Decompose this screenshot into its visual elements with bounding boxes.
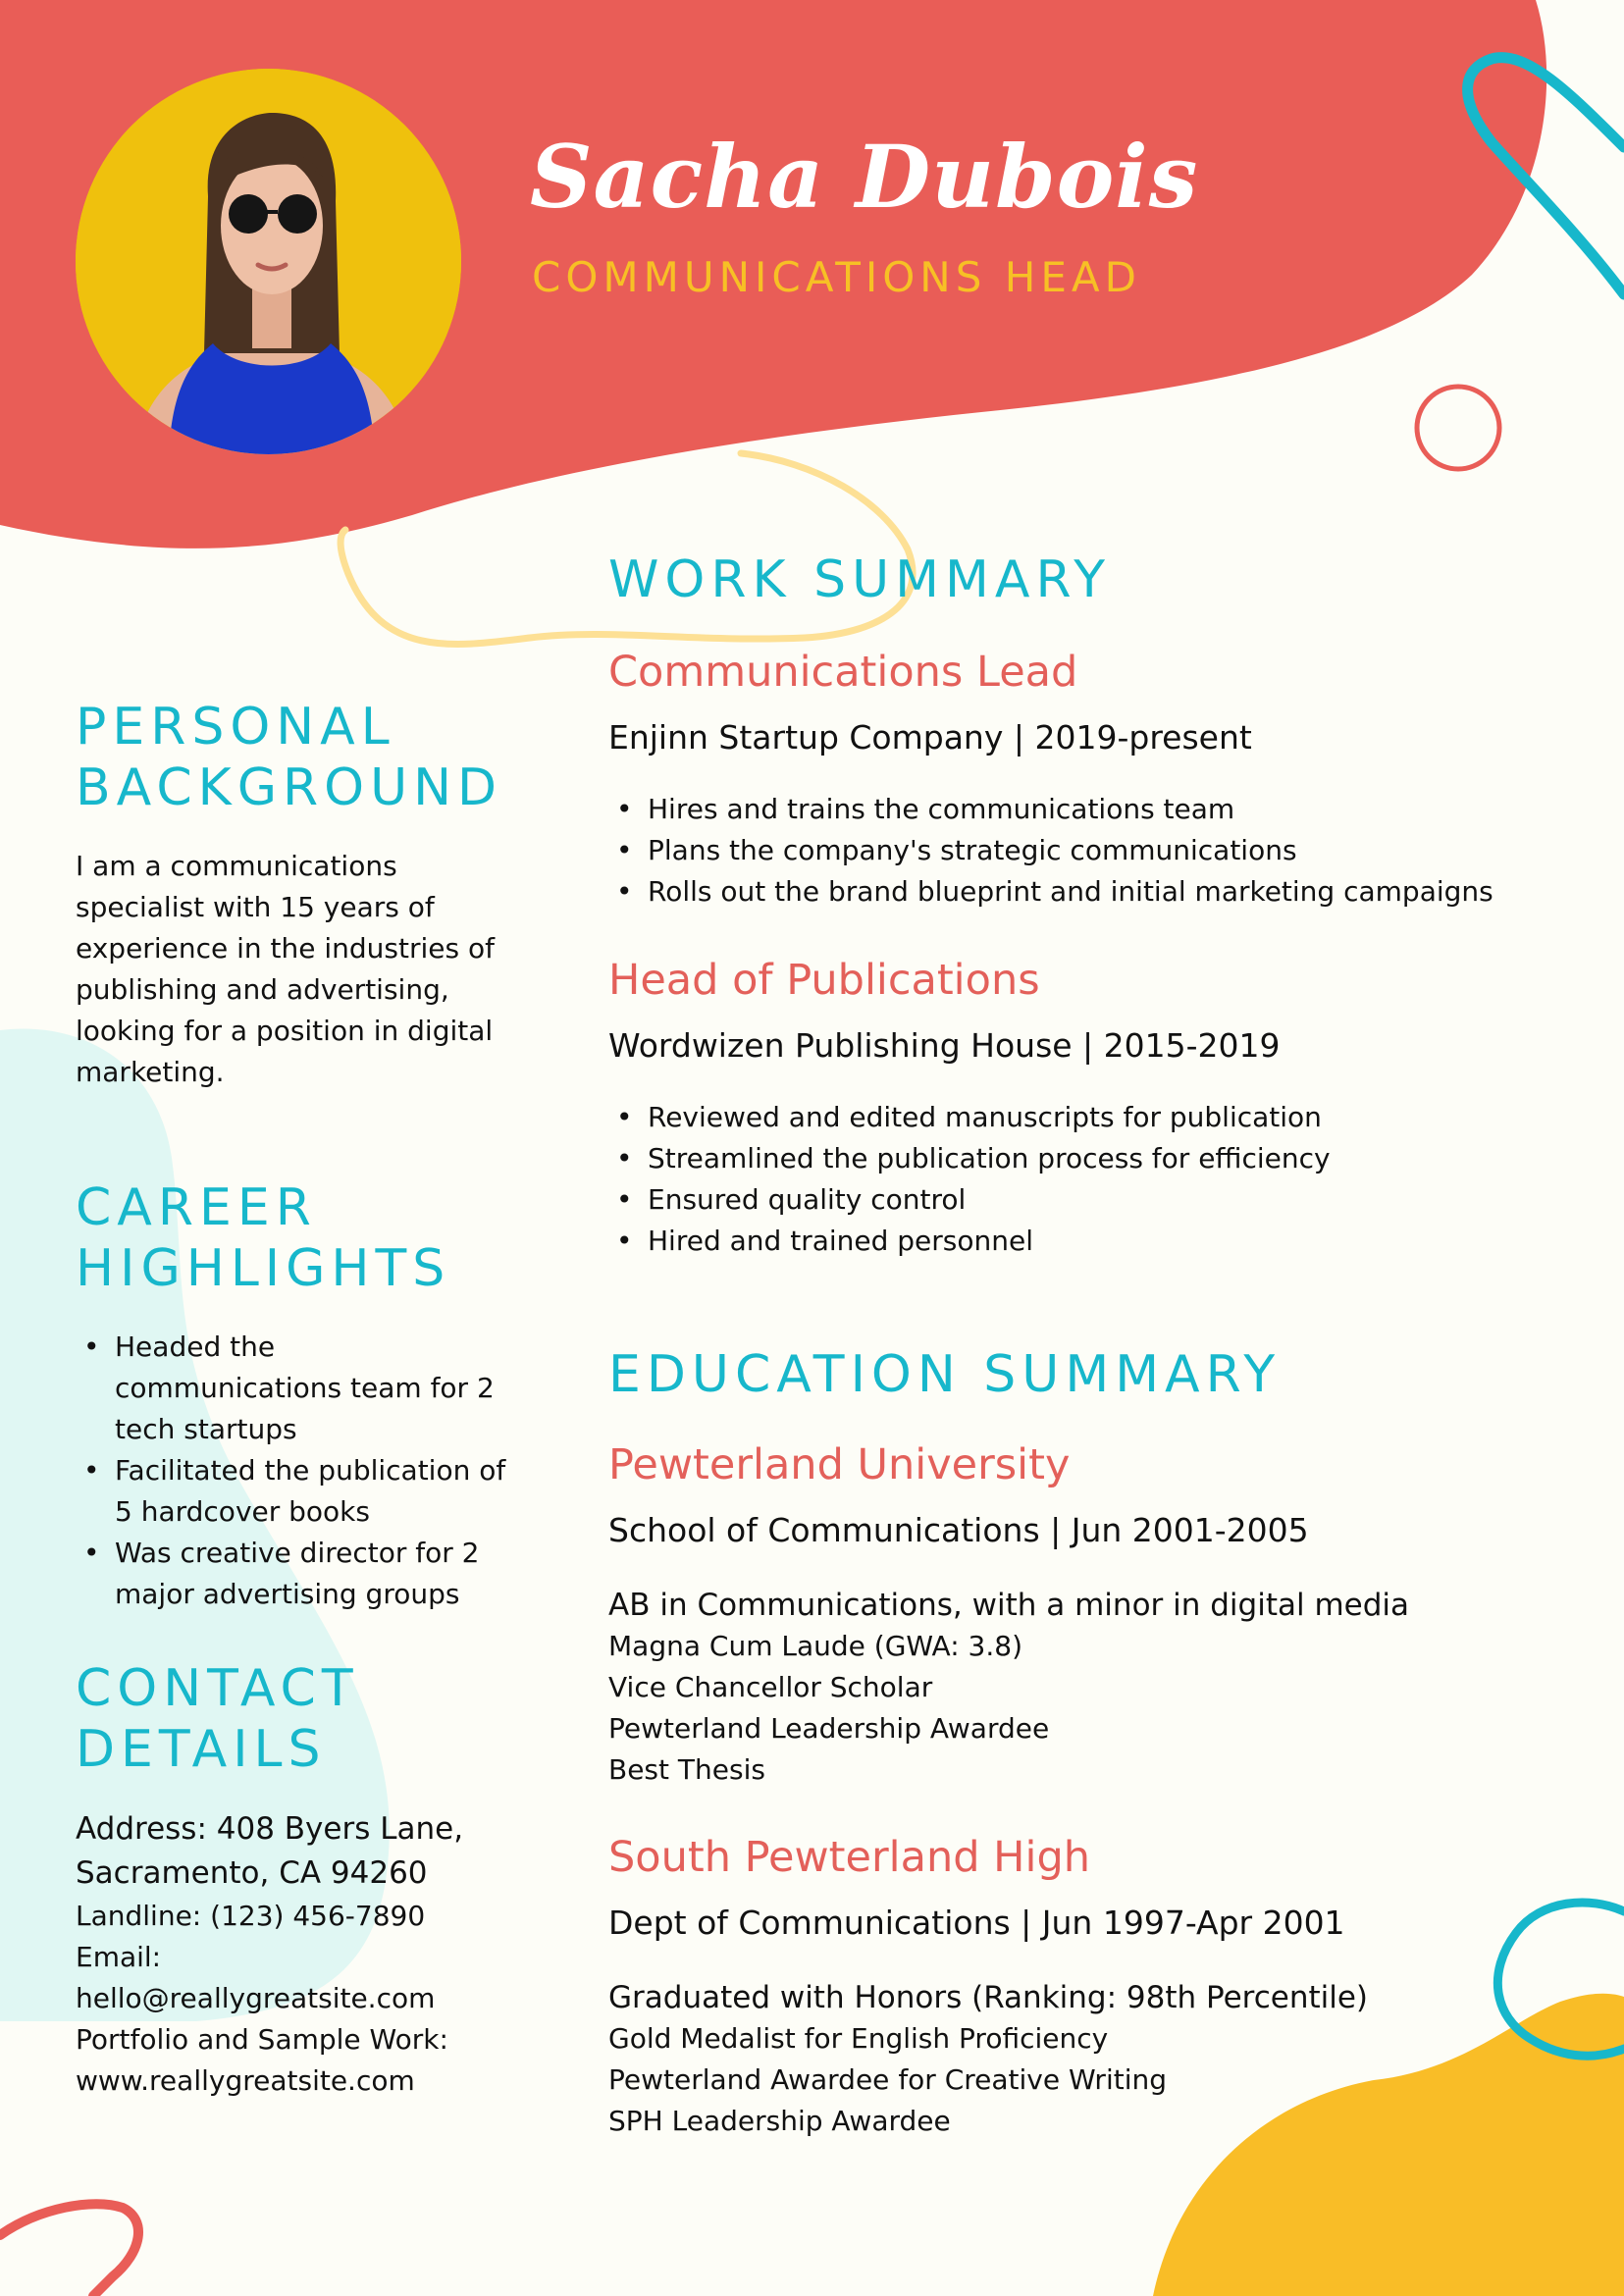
work-summary-heading: WORK SUMMARY	[608, 550, 1112, 609]
contact-portfolio-link[interactable]: www.reallygreatsite.com	[76, 2064, 415, 2097]
job-duties-list	[608, 1097, 1570, 1262]
job-company-dates: Enjinn Startup Company | 2019-present	[608, 718, 1252, 757]
list-item: • Plans the company's strategic communications	[608, 830, 1570, 871]
personal-background-heading: PERSONAL BACKGROUND	[76, 698, 503, 817]
coral-ring	[1417, 387, 1499, 469]
school-name: Pewterland University	[608, 1440, 1071, 1489]
list-item: • Facilitated the publication of 5 hardcover books	[76, 1450, 507, 1533]
job-title: Communications Lead	[608, 648, 1078, 697]
list-item: • Reviewed and edited manuscripts for publication	[608, 1097, 1570, 1138]
achievement-line: Pewterland Leadership Awardee	[608, 1712, 1050, 1745]
list-item: • Headed the communications team for 2 tech startups	[76, 1327, 507, 1450]
achievement-line: Pewterland Awardee for Creative Writing	[608, 2063, 1167, 2096]
contact-address: Address: 408 Byers Lane, Sacramento, CA 94260	[76, 1811, 464, 1891]
achievement-line: Magna Cum Laude (GWA: 3.8)	[608, 1630, 1022, 1662]
career-highlights-heading: CAREER HIGHLIGHTS	[76, 1178, 451, 1298]
achievement-line: Best Thesis	[608, 1753, 765, 1786]
job-company-dates: Wordwizen Publishing House | 2015-2019	[608, 1026, 1281, 1065]
list-item: • Hires and trains the communications team	[608, 789, 1570, 830]
achievement-line: SPH Leadership Awardee	[608, 2105, 951, 2137]
job-duties-list	[608, 789, 1570, 913]
candidate-role: COMMUNICATIONS HEAD	[532, 253, 1141, 301]
school-dept-dates: School of Communications | Jun 2001-2005	[608, 1511, 1309, 1549]
coral-loop-bottom	[0, 2204, 138, 2296]
school-achievements	[608, 1585, 1570, 1791]
school-name: South Pewterland High	[608, 1833, 1090, 1882]
portrait-illustration	[76, 69, 461, 454]
list-item: • Ensured quality control	[608, 1179, 1570, 1221]
career-highlights-list	[76, 1327, 507, 1615]
achievement-line: Vice Chancellor Scholar	[608, 1671, 933, 1703]
contact-portfolio-label: Portfolio and Sample Work:	[76, 2023, 448, 2056]
list-item: • Rolls out the brand blueprint and initial marketing campaigns	[608, 871, 1570, 913]
school-dept-dates: Dept of Communications | Jun 1997-Apr 2001	[608, 1904, 1345, 1942]
contact-email[interactable]: hello@reallygreatsite.com	[76, 1982, 436, 2014]
degree-line: AB in Communications, with a minor in digital media	[608, 1588, 1410, 1623]
contact-landline: Landline: (123) 456-7890	[76, 1900, 426, 1932]
contact-details-heading: CONTACT DETAILS	[76, 1659, 359, 1779]
contact-email-label: Email:	[76, 1941, 162, 1973]
job-title: Head of Publications	[608, 956, 1040, 1005]
education-summary-heading: EDUCATION SUMMARY	[608, 1345, 1282, 1404]
list-item: • Streamlined the publication process for efficiency	[608, 1138, 1570, 1179]
contact-details-block	[76, 1807, 488, 2102]
list-item: • Hired and trained personnel	[608, 1221, 1570, 1262]
personal-background-text: I am a communications specialist with 15 years of experience in the industries of publishing and advertising, looking for a position in digital marketing.	[76, 850, 495, 1088]
candidate-name: Sacha Dubois	[530, 126, 1199, 228]
list-item: • Was creative director for 2 major advertising groups	[76, 1533, 507, 1615]
school-achievements	[608, 1977, 1570, 2142]
honors-line: Graduated with Honors (Ranking: 98th Percentile)	[608, 1980, 1369, 2015]
achievement-line: Gold Medalist for English Proficiency	[608, 2022, 1109, 2055]
profile-photo	[76, 69, 461, 454]
